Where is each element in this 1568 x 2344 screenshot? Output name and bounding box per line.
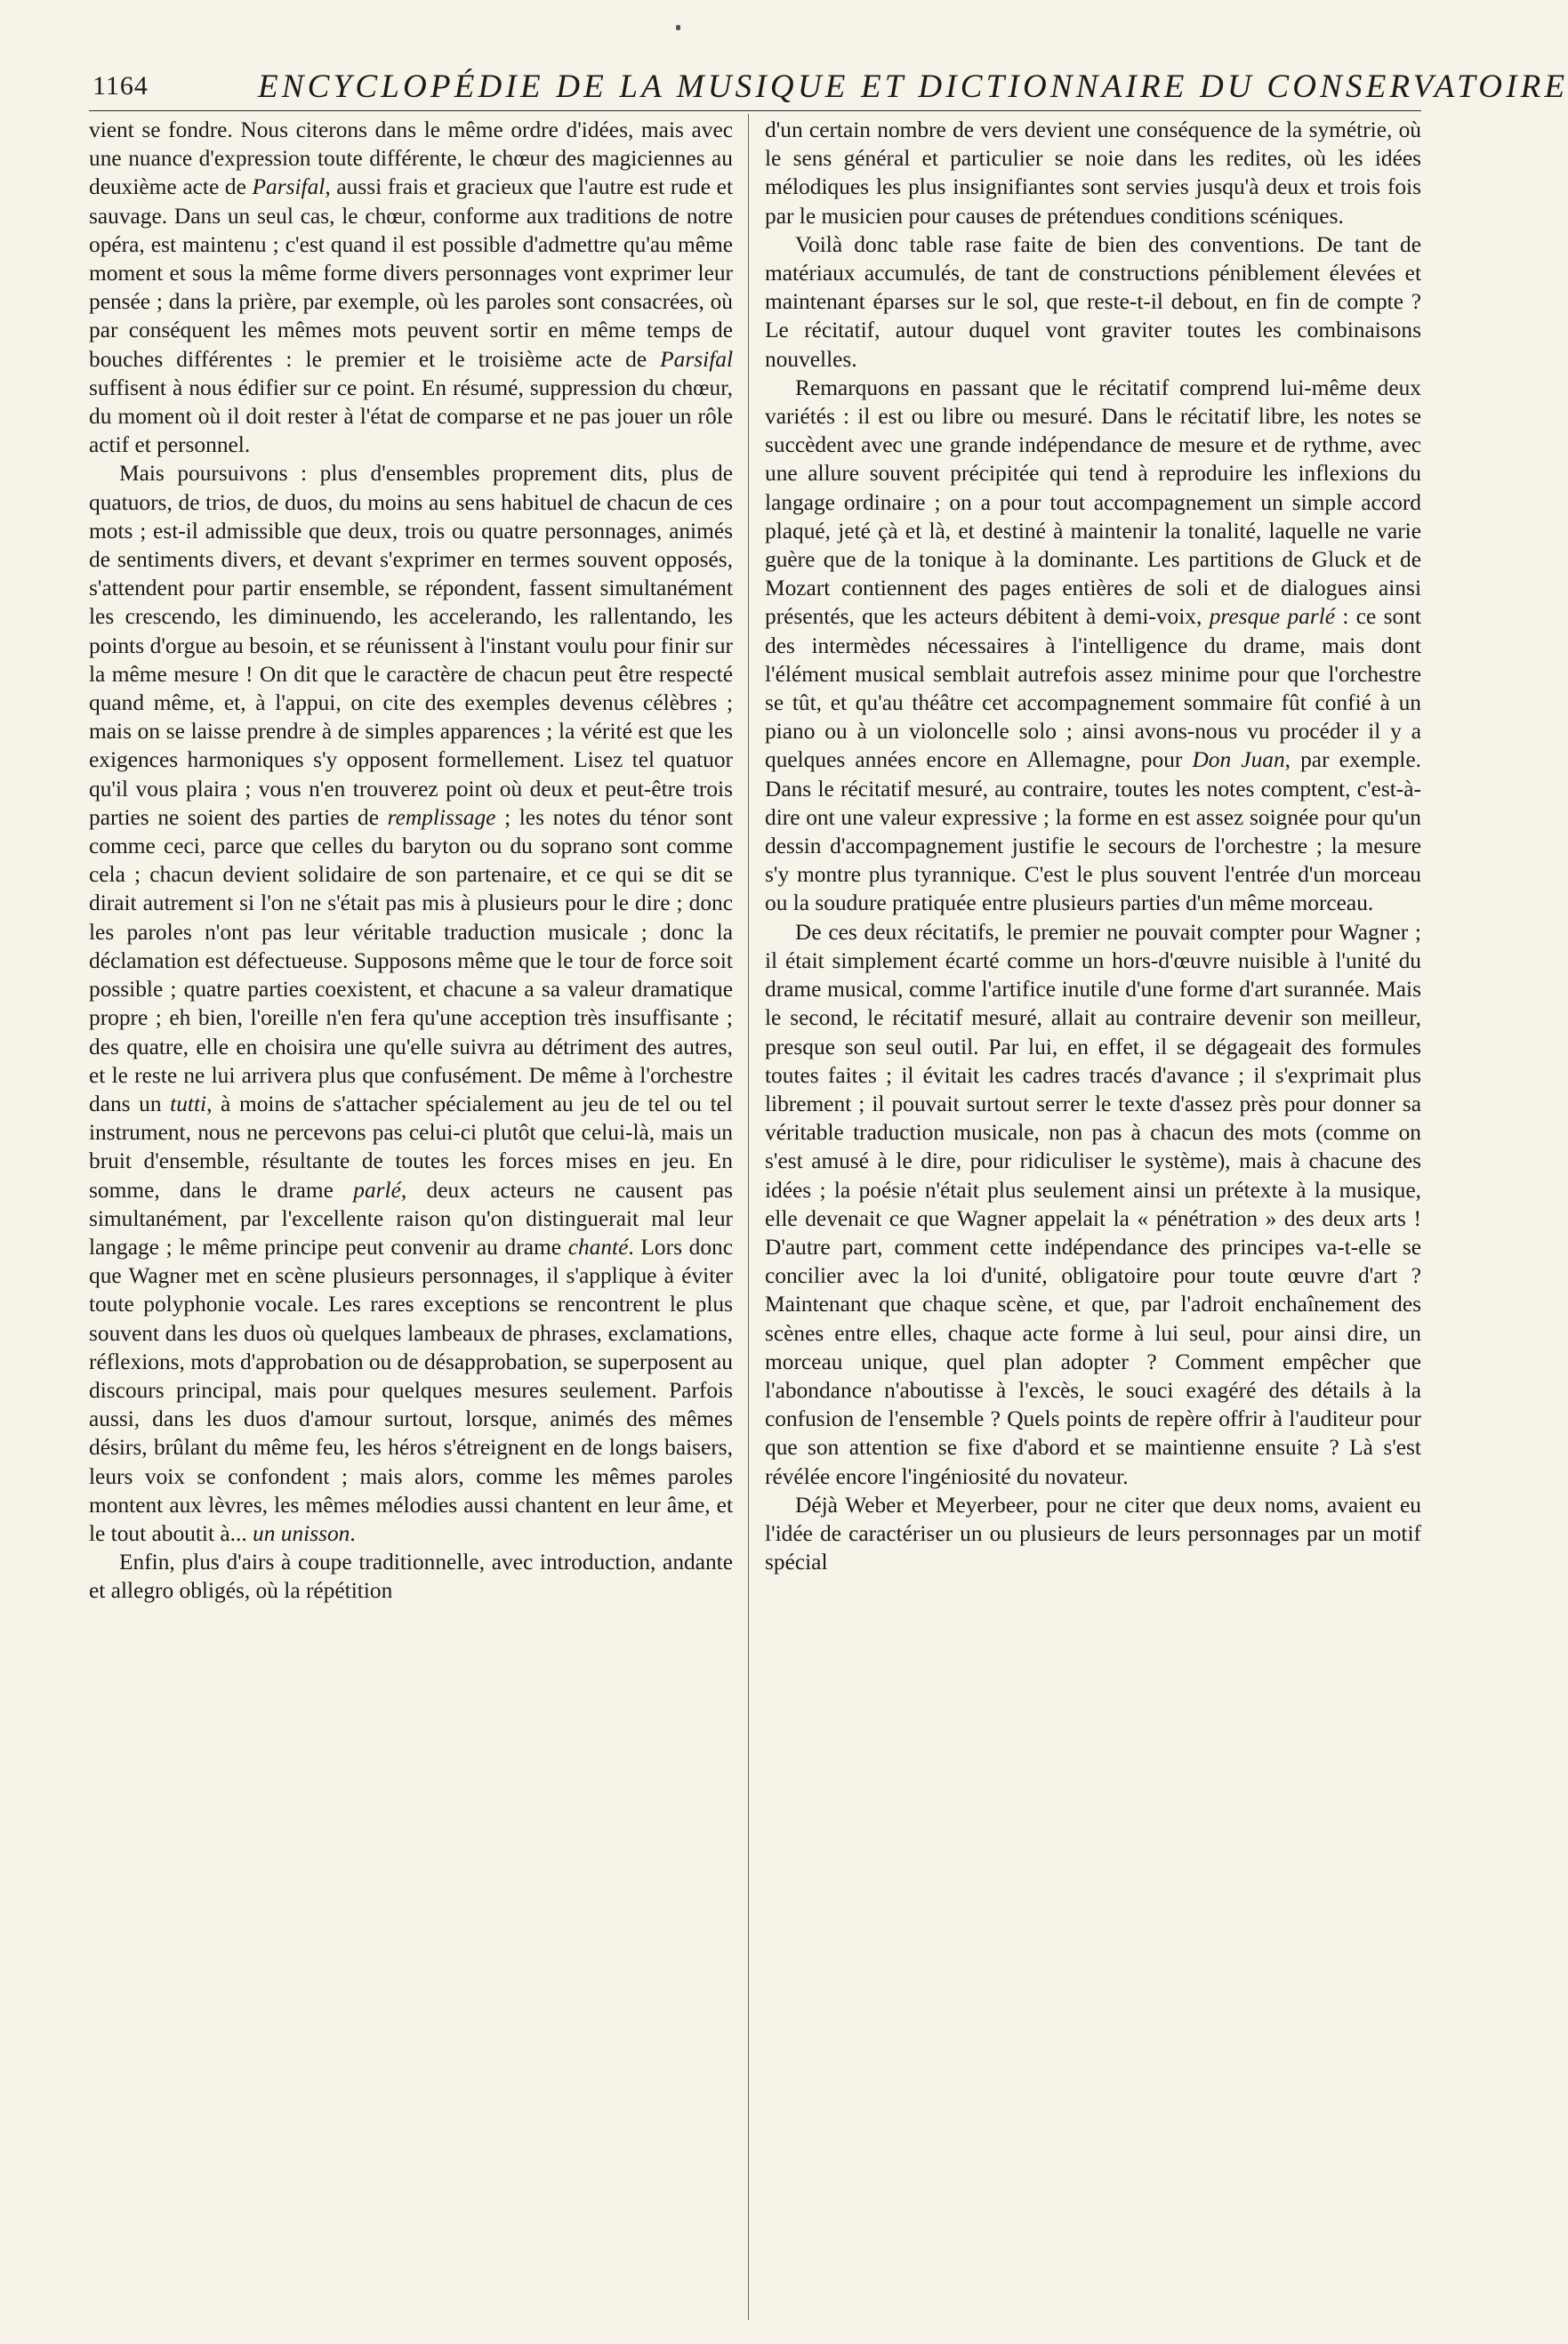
right-column (765, 116, 1421, 1576)
ink-speck (676, 25, 680, 30)
paragraph: Déjà Weber et Meyerbeer, pour ne citer que deux noms, avaient eu l'idée de caractériser un ou plusieurs de leurs personnages par un motif spécial (765, 1492, 1421, 1575)
paragraph: Enfin, plus d'airs à coupe traditionnelle, avec introduction, andante et allegro obligés, où la répétition (89, 1550, 733, 1604)
column-divider (748, 114, 749, 2320)
paragraph: De ces deux récitatifs, le premier ne pouvait compter pour Wagner ; il était simplement écarté comme un hors-d'œuvre nuisible à l'unité du drame musical, comme l'artifice inutile d'une forme d'art surannée. Mais le second, le récitatif mesuré, allait au contraire devenir son meilleur, presque son seul outil. Par lui, en effet, il se dégageait des formules toutes faites ; il évitait les cadres tracés d'avance ; il s'exprimait plus librement ; il pouvait surtout serrer le texte d'assez près pour donner sa véritable traduction musicale, non pas à chacun des mots (comme on s'est amusé à le dire, pour ridiculiser le système), mais à chacune des idées ; la poésie n'était plus seulement ainsi un prétexte à la musique, elle devenait ce que Wagner appelait la « pénétration » des deux arts ! D'autre part, comment cette indépendance des principes va-t-elle se concilier avec la loi d'unité, obligatoire pour toute œuvre d'art ? Maintenant que chaque scène, et que, par l'adroit enchaînement des scènes entre elles, chaque acte forme à lui seul, pour ainsi dire, un morceau unique, quel plan adopter ? Comment empêcher que l'abondance n'aboutisse à l'excès, le souci exagéré des détails à la confusion de l'ensemble ? Quels points de repère offrir à l'auditeur pour que son attention se fixe d'abord et se maintienne ensuite ? Là s'est révélée encore l'ingéniosité du novateur. (765, 919, 1421, 1489)
left-column (89, 116, 733, 1606)
paragraph: Mais poursuivons : plus d'ensembles proprement dits, plus de quatuors, de trios, de duos, du moins au sens habituel de chacun de ces mots ; est-il admissible que deux, trois ou quatre personnages, animés de sentiments divers, et devant s'exprimer en termes souvent opposés, s'attendent pour partir ensemble, se répondent, fassent simultanément les crescendo, les diminuendo, les accelerando, les rallentando, les points d'orgue au besoin, et se réunissent à l'instant voulu pour finir sur la même mesure ! On dit que le caractère de chacun peut être respecté quand même, et, à l'appui, on cite des exemples devenus célèbres ; mais on se laisse prendre à de simples apparences ; la vérité est que les exigences harmoniques s'y opposent formellement. Lisez tel quatuor qu'il vous plaira ; vous n'en trouverez point où deux et peut-être trois parties ne soient des parties de remplissage ; les notes du ténor sont comme ceci, parce que celles du baryton ou du soprano sont comme cela ; chacun devient solidaire de son partenaire, et ce qui se dit se dirait autrement si l'on ne s'était pas mis à plusieurs pour le dire ; donc les paroles n'ont pas leur véritable traduction musicale ; donc la déclamation est défectueuse. Supposons même que le tour de force soit possible ; quatre parties coexistent, et chacune a sa valeur dramatique propre ; eh bien, l'oreille n'en fera qu'une acception très insuffisante ; des quatre, elle en choisira une qu'elle suivra au détriment des autres, et le reste ne lui arrivera plus que confusément. De même à l'orchestre dans un tutti, à moins de s'attacher spécialement au jeu de tel ou tel instrument, nous ne percevons pas celui-ci plutôt que celui-là, mais un bruit d'ensemble, résultante de toutes les forces mises en jeu. En somme, dans le drame parlé, deux acteurs ne causent pas simultanément, par l'excellente raison qu'on distinguerait mal leur langage ; le même principe peut convenir au drame chanté. Lors donc que Wagner met en scène plusieurs personnages, il s'applique à éviter toute polyphonie vocale. Les rares exceptions se rencontrent le plus souvent dans les duos où quelques lambeaux de phrases, exclamations, réflexions, mots d'approbation ou de désapprobation, se superposent au discours principal, mais pour quelques mesures seulement. Parfois aussi, dans les duos d'amour surtout, lorsque, animés des mêmes désirs, brûlant du même feu, les héros s'étreignent en de longs baisers, leurs voix se confondent ; mais alors, comme les mêmes paroles montent aux lèvres, les mêmes mélodies aussi chantent en leur âme, et le tout aboutit à... un unisson. (89, 461, 734, 1546)
page-number: 1164 (92, 71, 149, 101)
paragraph: d'un certain nombre de vers devient une conséquence de la symétrie, où le sens général et particulier se noie dans les redites, où les idées mélodiques les plus insignifiantes sont servies jusqu'à deux et trois fois par le musicien pour causes de prétendues conditions scéniques. (765, 117, 1421, 229)
running-title: ENCYCLOPÉDIE DE LA MUSIQUE ET DICTIONNAIRE DU CONSERVATOIRE (258, 68, 1568, 105)
paragraph: Voilà donc table rase faite de bien des conventions. De tant de matériaux accumulés, de tant de constructions péniblement élevées et maintenant éparses sur le sol, que reste-t-il debout, en fin de compte ? Le récitatif, autour duquel vont graviter toutes les combinaisons nouvelles. (765, 231, 1421, 372)
paragraph: Remarquons en passant que le récitatif comprend lui-même deux variétés : il est ou libre ou mesuré. Dans le récitatif libre, les notes se succèdent avec une grande indépendance de mesure et de rythme, avec une allure souvent précipitée qui tend à reproduire les inflexions du langage ordinaire ; on a pour tout accompagnement un simple accord plaqué, jeté çà et là, et destiné à maintenir la tonalité, laquelle ne varie guère que de la tonique à la dominante. Les partitions de Gluck et de Mozart contiennent des pages entières de soli et de dialogues ainsi présentés, que les acteurs débitent à demi-voix, presque parlé : ce sont des intermèdes nécessaires à l'intelligence du drame, mais dont l'élément musical semblait autrefois assez minime pour que l'orchestre se tût, et qu'au théâtre cet accompagnement sommaire fût confié à un piano ou à un violoncelle solo ; ainsi avons-nous vu procéder il y a quelques années encore en Allemagne, pour Don Juan, par exemple. Dans le récitatif mesuré, au contraire, toutes les notes comptent, c'est-à-dire ont une valeur expressive ; la forme en est assez soignée pour qu'un dessin d'accompagnement justifie le secours de l'orchestre ; la mesure s'y montre plus tyrannique. C'est le plus souvent l'entrée d'un morceau ou la soudure pratiquée entre plusieurs parties d'un même morceau. (765, 375, 1421, 916)
page-header (89, 64, 1568, 111)
paragraph: vient se fondre. Nous citerons dans le même ordre d'idées, mais avec une nuance d'expression toute différente, le chœur des magiciennes au deuxième acte de Parsifal, aussi frais et gracieux que l'autre est rude et sauvage. Dans un seul cas, le chœur, conforme aux traditions de notre opéra, est maintenu ; c'est quand il est possible d'admettre qu'au même moment et sous la même forme divers personnages vont exprimer leur pensée ; dans la prière, par exemple, où les paroles sont consacrées, où par conséquent les mêmes mots peuvent sortir en même temps de bouches différentes : le premier et le troisième acte de Parsifal suffisent à nous édifier sur ce point. En résumé, suppression du chœur, du moment où il doit rester à l'état de comparse et ne pas jouer un rôle actif et personnel. (89, 117, 733, 458)
